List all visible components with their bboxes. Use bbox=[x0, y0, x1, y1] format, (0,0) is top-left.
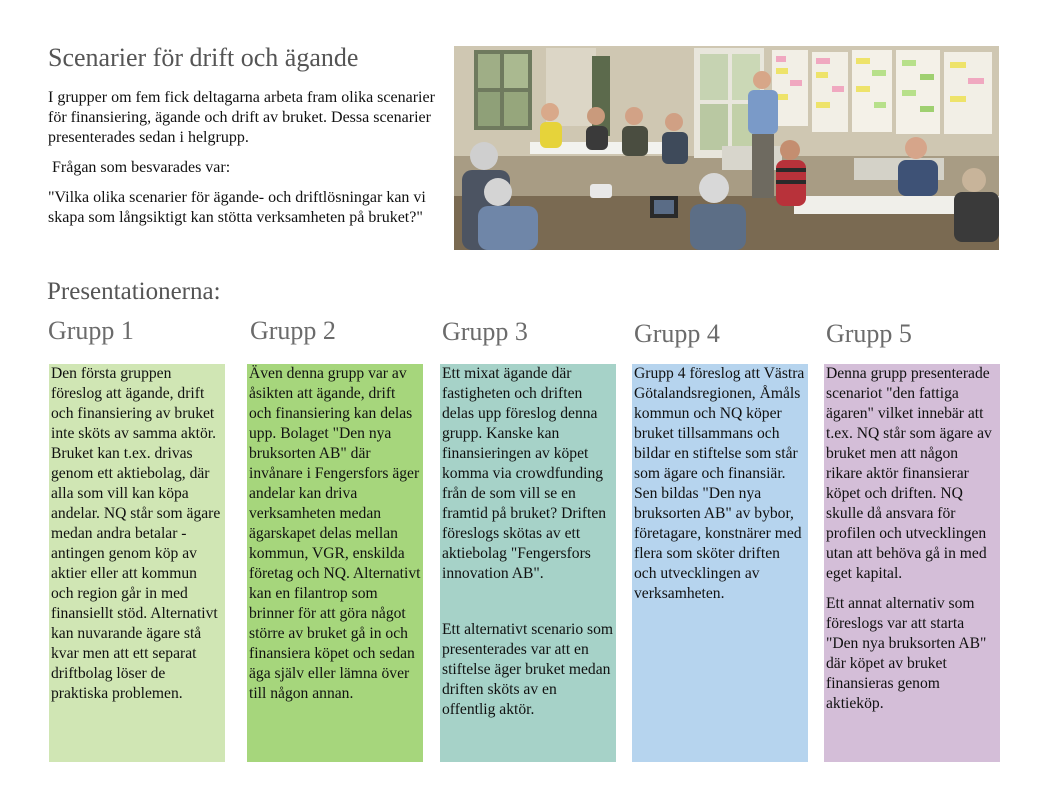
group-1-text: Den första gruppen föreslog att ägande, drift och finansiering av bruket inte sköts av samma aktör. Bruket kan t.ex. drivas genom ett aktiebolag, där alla som vill kan köpa andelar. NQ står som ägare medan andra betalar - antingen genom köp av aktier eller att kommun och region går in med finansiellt stöd. Alternativt kan nuvarande ägare stå kvar men att ett separat driftbolag löser de praktiska problemen. bbox=[51, 365, 221, 702]
question-label: Frågan som besvarades var: bbox=[52, 159, 231, 176]
group-2-box bbox=[247, 364, 423, 762]
group-4-title: Grupp 4 bbox=[634, 319, 720, 348]
intro-text bbox=[48, 88, 438, 238]
group-3-text-1: Ett mixat ägande där fastigheten och driften delas upp föreslog denna grupp. Kanske kan finansieringen av köpet komma via crowdfunding från de som vill se en framtid på bruket? Driften föreslogs skötas av ett aktiebolag "Fengersfors innovation AB". bbox=[442, 365, 607, 582]
group-1-title: Grupp 1 bbox=[48, 316, 134, 345]
group-4-box bbox=[632, 364, 808, 762]
group-2-title: Grupp 2 bbox=[250, 316, 336, 345]
group-3-box bbox=[440, 364, 616, 762]
group-5-text-2: Ett annat alternativ som föreslogs var att starta "Den nya bruksorten AB" där köpet av bruket finansieras genom aktieköp. bbox=[826, 595, 987, 712]
group-2-text: Även denna grupp var av åsikten att ägande, drift och finansiering kan delas upp. Bolaget "Den nya bruksorten AB" där invånare i Fengersfors äger andelar kan driva verksamheten medan ägarskapet delas mellan kommun, VGR, enskilda företag och NQ. Alternativt kan en filantrop som brinner för att göra något större av bruket gå in och finansiera köpet och sedan äga själv eller lämna över till någon annan. bbox=[249, 365, 421, 702]
group-1-box bbox=[49, 364, 225, 762]
intro-paragraph: I grupper om fem fick deltagarna arbeta fram olika scenarier för finansiering, ägande och drift av bruket. Dessa scenarier presenterades sedan i helgrupp. bbox=[48, 89, 435, 146]
group-5-box bbox=[824, 364, 1000, 762]
group-5-title: Grupp 5 bbox=[826, 319, 912, 348]
group-5-text-1: Denna grupp presenterade scenariot "den fattiga ägaren" vilket innebär att t.ex. NQ står som ägare av bruket men att någon rikare aktör finansierar köpet och driften. NQ skulle då ansvara för profilen och utvecklingen utan att behöva gå in med eget kapital. bbox=[826, 365, 992, 582]
workshop-photo bbox=[454, 46, 999, 250]
group-4-text: Grupp 4 föreslog att Västra Götalandsregionen, Åmåls kommun och NQ köper bruket tillsammans och bildar en stiftelse som står som ägare och finansiär. Sen bildas "Den nya bruksorten AB" av bybor, företagare, konstnärer med flera som sköter driften och utvecklingen av verksamheten. bbox=[634, 365, 805, 602]
section-title: Presentationerna: bbox=[47, 278, 221, 305]
group-3-text-2: Ett alternativt scenario som presenterades var att en stiftelse äger bruket medan driften sköts av en offentlig aktör. bbox=[442, 621, 614, 718]
group-3-title: Grupp 3 bbox=[442, 317, 528, 346]
question-text: "Vilka olika scenarier för ägande- och driftlösningar kan vi skapa som långsiktigt kan stötta verksamheten på bruket?" bbox=[48, 189, 426, 226]
page-title: Scenarier för drift och ägande bbox=[48, 43, 359, 72]
